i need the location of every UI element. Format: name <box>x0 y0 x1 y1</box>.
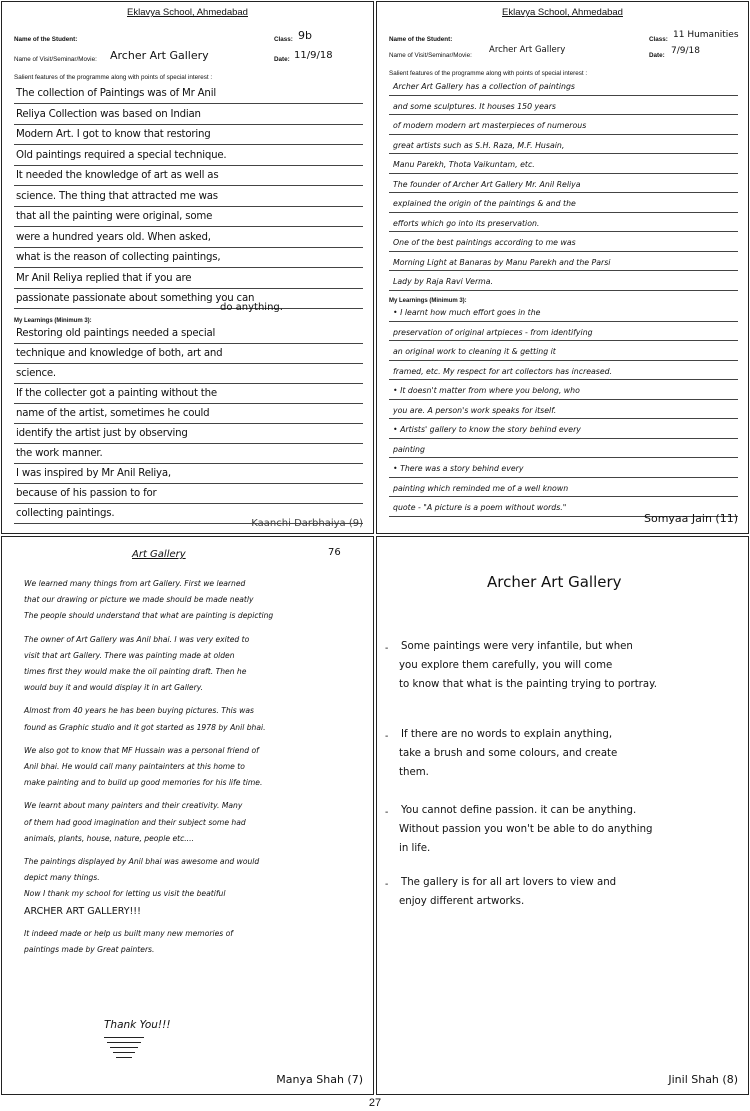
text-line: framed, etc. My respect for art collectors has increased. <box>393 366 613 376</box>
page-number: 27 <box>368 1097 382 1109</box>
text-line: explained the origin of the paintings & and the <box>393 199 576 208</box>
note-line: depict many things. <box>24 873 100 883</box>
text-line: • Artists' gallery to know the story behind every <box>393 425 581 434</box>
text-line: passionate passionate about something you can <box>16 293 255 304</box>
text-line: Manu Parekh, Thota Vaikuntam, etc. <box>393 160 535 169</box>
ruled-line <box>14 124 363 125</box>
note-line: visit that art Gallery. There was painting made at olden <box>24 650 235 660</box>
text-line: great artists such as S.H. Raza, M.F. Husain, <box>393 140 565 150</box>
ruled-line <box>14 383 363 384</box>
note-line: Now I thank my school for letting us visit the beatiful <box>24 889 226 899</box>
note-line: make painting and to build up good memories for his life time. <box>24 778 263 788</box>
bullet-line: Without passion you won't be able to do anything <box>399 824 653 835</box>
ruled-line <box>389 231 738 232</box>
bullet-line: If there are no words to explain anything, <box>401 729 613 740</box>
ruled-line <box>14 226 363 227</box>
caption: Jinil Shah (8) <box>668 1073 738 1086</box>
note-line: We learned many things from art Gallery. First we learned <box>24 579 246 588</box>
visit-label: Name of Visit/Seminar/Movie: <box>389 52 472 59</box>
ruled-line <box>14 423 363 424</box>
note-line: The owner of Art Gallery was Anil bhai. I was very exited to <box>24 634 250 644</box>
learnings-label: My Learnings (Minimum 3): <box>14 318 92 324</box>
class-value: 11 Humanities <box>673 30 739 40</box>
note-line: found as Graphic studio and it got started as 1978 by Anil bhai. <box>24 722 266 732</box>
text-line: If the collecter got a painting without the <box>16 388 217 399</box>
text-line: of modern modern art masterpieces of numerous <box>393 121 587 130</box>
visit-label: Name of Visit/Seminar/Movie: <box>14 56 97 63</box>
page-mark: 76 <box>328 547 341 558</box>
text-line: Restoring old paintings needed a special <box>16 328 216 339</box>
text-line: • I learnt how much effort goes in the <box>393 308 541 317</box>
note-manya <box>1 536 374 1095</box>
text-line: science. <box>16 368 56 379</box>
ruled-line <box>389 270 738 271</box>
text-line: quote - "A picture is a poem without words." <box>393 503 567 512</box>
date-value: 11/9/18 <box>294 50 333 61</box>
text-line: The founder of Archer Art Gallery Mr. Anil Reliya <box>393 179 581 189</box>
text-line: the work manner. <box>16 448 103 459</box>
ruled-line <box>389 153 738 154</box>
note-line: We also got to know that MF Hussain was a personal friend of <box>24 745 259 755</box>
ruled-line <box>14 463 363 464</box>
ruled-line <box>14 288 363 289</box>
ruled-line <box>14 483 363 484</box>
text-line: preservation of original artpieces - from identifying <box>393 327 593 337</box>
text-line: The collection of Paintings was of Mr Anil <box>16 88 216 99</box>
text-line: were a hundred years old. When asked, <box>16 231 211 243</box>
ruled-line <box>14 503 363 504</box>
ruled-line <box>14 343 363 344</box>
caption: Somyaa Jain (11) <box>643 512 738 525</box>
note-line: It indeed made or help us built many new memories of <box>24 928 233 938</box>
text-line: Mr Anil Reliya replied that if you are <box>16 272 192 284</box>
note-title: Archer Art Gallery <box>487 573 622 591</box>
ruled-line <box>389 290 738 291</box>
bullet-dash: - <box>385 879 389 890</box>
caption: Kaanchi Darbhaiya (9) <box>251 518 363 529</box>
ruled-line <box>389 399 738 400</box>
ruled-line <box>389 418 738 419</box>
form-kaanchi <box>1 1 374 534</box>
ruled-line <box>14 247 363 248</box>
ruled-line <box>389 379 738 380</box>
bullet-line: to know that what is the painting trying to portray. <box>399 679 657 690</box>
ruled-line <box>389 321 738 322</box>
note-jinil <box>376 536 749 1095</box>
text-line: Archer Art Gallery has a collection of paintings <box>393 82 575 91</box>
school-heading: Eklavya School, Ahmedabad <box>502 7 623 18</box>
text-line: Reliya Collection was based on Indian <box>16 108 201 120</box>
note-line: The people should understand that what are painting is depicting <box>24 611 274 621</box>
ruled-line <box>389 212 738 213</box>
text-line: • There was a story behind every <box>393 464 524 473</box>
ruled-line <box>389 457 738 458</box>
ruled-line <box>389 251 738 252</box>
text-line: One of the best paintings according to me was <box>393 238 576 247</box>
text-line: an original work to cleaning it & getting it <box>393 347 556 356</box>
ruled-line <box>389 95 738 96</box>
features-label: Salient features of the programme along with points of special interest : <box>14 74 213 81</box>
ruled-line <box>389 134 738 135</box>
note-line: animals, plants, house, nature, people etc.... <box>24 833 194 843</box>
ruled-line <box>389 438 738 439</box>
text-line: technique and knowledge of both, art and <box>16 348 223 359</box>
ruled-line <box>389 340 738 341</box>
ruled-line <box>14 185 363 186</box>
text-line: Old paintings required a special technique. <box>16 149 227 161</box>
bullet-dash: - <box>385 643 389 654</box>
class-label: Class: <box>274 36 293 43</box>
ruled-line <box>14 144 363 145</box>
ruled-line <box>14 103 363 104</box>
bullet-line: in life. <box>399 843 431 854</box>
text-line: that all the painting were original, some <box>16 211 213 222</box>
text-line: collecting paintings. <box>16 508 115 519</box>
ruled-line <box>389 192 738 193</box>
caption: Manya Shah (7) <box>276 1073 363 1086</box>
note-line: paintings made by Great painters. <box>24 945 155 954</box>
note-line: that our drawing or picture we made should be made neatly <box>24 595 254 605</box>
bullet-dash: - <box>385 807 389 818</box>
ruled-line <box>14 363 363 364</box>
bullet-line: You cannot define passion. it can be anything. <box>401 805 637 816</box>
text-line: Modern Art. I got to know that restoring <box>16 129 211 140</box>
ruled-line <box>14 206 363 207</box>
ruled-line <box>389 496 738 497</box>
features-tail: do anything. <box>220 302 283 313</box>
text-line: painting <box>393 444 425 454</box>
date-label: Date: <box>649 52 665 59</box>
date-label: Date: <box>274 56 290 63</box>
visit-value: Archer Art Gallery <box>489 45 566 55</box>
note-line: would buy it and would display it in art Gallery. <box>24 683 204 693</box>
text-line: and some sculptures. It houses 150 years <box>393 101 556 111</box>
bullet-line: The gallery is for all art lovers to view and <box>401 877 617 888</box>
text-line: Lady by Raja Ravi Verma. <box>393 277 494 286</box>
ruled-line <box>389 173 738 174</box>
thank-you: Thank You!!! <box>104 1019 171 1031</box>
note-line: times first they would make the oil painting draft. Then he <box>24 667 247 676</box>
note-line: of them had good imagination and their subject some had <box>24 817 246 827</box>
text-line: identify the artist just by observing <box>16 428 188 439</box>
student-name-label: Name of the Student: <box>14 36 78 43</box>
ruled-line <box>14 443 363 444</box>
text-line: painting which reminded me of a well known <box>393 483 569 493</box>
text-line: efforts which go into its preservation. <box>393 218 540 228</box>
learnings-label: My Learnings (Minimum 3): <box>389 298 467 304</box>
note-line: We learnt about many painters and their creativity. Many <box>24 801 243 811</box>
note-title: Art Gallery <box>132 549 186 560</box>
text-line: • It doesn't matter from where you belong, who <box>393 386 580 395</box>
form-somyaa <box>376 1 749 534</box>
text-line: It needed the knowledge of art as well as <box>16 170 219 181</box>
note-line: The paintings displayed by Anil bhai was awesome and would <box>24 857 260 866</box>
bullet-line: Some paintings were very infantile, but when <box>401 641 633 652</box>
text-line: because of his passion to for <box>16 488 157 499</box>
ruled-line <box>14 308 363 309</box>
features-label: Salient features of the programme along with points of special interest : <box>389 70 588 77</box>
bullet-line: you explore them carefully, you will come <box>399 660 613 671</box>
ruled-line <box>389 114 738 115</box>
class-label: Class: <box>649 36 668 43</box>
text-line: what is the reason of collecting paintings, <box>16 252 221 263</box>
text-line: science. The thing that attracted me was <box>16 190 218 202</box>
class-value: 9b <box>298 29 312 42</box>
text-line: you are. A person's work speaks for itself. <box>393 405 557 415</box>
ruled-line <box>14 267 363 268</box>
ruled-line <box>14 165 363 166</box>
bullet-dash: - <box>385 731 389 742</box>
note-line: Anil bhai. He would call many paintainters at this home to <box>24 762 245 771</box>
bullet-line: them. <box>399 767 429 778</box>
text-line: I was inspired by Mr Anil Reliya, <box>16 468 171 479</box>
bullet-line: take a brush and some colours, and create <box>399 748 618 759</box>
note-line: ARCHER ART GALLERY!!! <box>24 905 141 917</box>
ruled-line <box>389 477 738 478</box>
text-line: name of the artist, sometimes he could <box>16 408 210 419</box>
bullet-line: enjoy different artworks. <box>399 896 525 907</box>
text-line: Morning Light at Banaras by Manu Parekh and the Parsi <box>393 257 611 267</box>
school-heading: Eklavya School, Ahmedabad <box>127 7 248 18</box>
ruled-line <box>389 360 738 361</box>
visit-value: Archer Art Gallery <box>110 49 209 62</box>
ruled-line <box>14 403 363 404</box>
student-name-label: Name of the Student: <box>389 36 453 43</box>
note-line: Almost from 40 years he has been buying pictures. This was <box>24 706 254 716</box>
date-value: 7/9/18 <box>671 46 700 56</box>
